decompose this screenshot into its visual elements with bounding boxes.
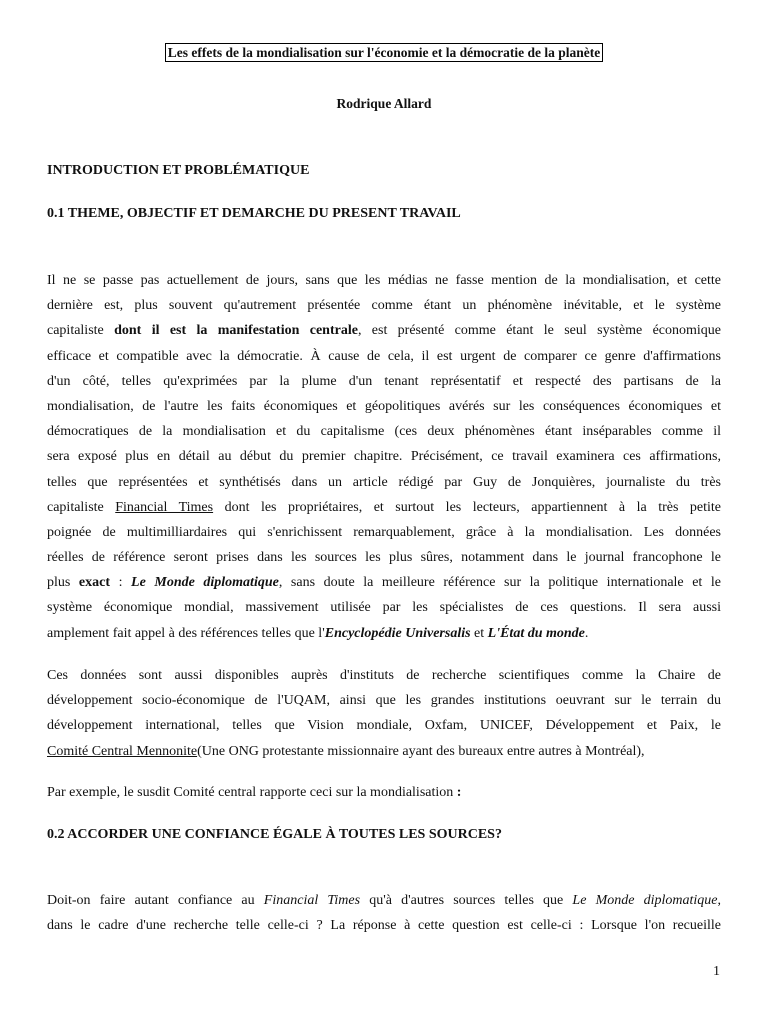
section-heading-0-2: 0.2 ACCORDER UNE CONFIANCE ÉGALE À TOUTES LES SOURCES? <box>47 827 502 842</box>
paragraph-line <box>47 739 721 764</box>
text-run: Doit-on faire autant confiance au <box>47 893 264 908</box>
text-run: amplement fait appel à des références telles que l' <box>47 625 325 641</box>
paragraph-line: mondialisation, de l'autre les faits économiques et géopolitiques avérés sur les conséquences économiques et <box>47 398 721 414</box>
paragraph-4 <box>47 888 721 938</box>
text-run: . <box>584 625 589 641</box>
paragraph-line: poignée de multimilliardaires qui s'enrichissent remarquablement, grâce à la mondialisation. Les données <box>47 524 721 540</box>
italic-text: Financial Times <box>263 893 361 908</box>
paragraph-line: dernière est, plus souvent qu'autrement présentée comme étant un phénomène inévitable, et le système <box>47 298 721 314</box>
author-name: Rodrique Allard <box>336 96 432 111</box>
text-run: capitaliste <box>47 323 115 339</box>
paragraph-line <box>47 621 721 646</box>
paragraph-line: telles que représentées et synthétisés dans un article rédigé par Guy de Jonquières, journaliste du très <box>47 474 721 490</box>
paragraph-line: efficace et compatible avec la démocratie. À cause de cela, il est urgent de comparer ce genre d'affirmations <box>47 348 721 364</box>
document-title <box>0 44 768 62</box>
paragraph-line: Ces données sont aussi disponibles auprès d'instituts de recherche scientifiques comme la Chaire de <box>47 668 721 683</box>
text-run: , sans doute la meilleure référence sur la politique internationale et le <box>278 575 721 591</box>
page-number: 1 <box>713 964 720 979</box>
bold-text: exact <box>78 575 110 591</box>
paragraph-line: développement socio-économique de l'UQAM, ainsi que les grandes institutions oeuvrant sur le terrain du <box>47 693 721 709</box>
paragraph-line: système économique mondial, massivement utilisée par les spécialistes de ces questions. Il sera aussi <box>47 600 721 616</box>
paragraph-line: développement international, telles que Vision mondiale, Oxfam, UNICEF, Développement et Paix, le <box>47 718 721 734</box>
text-run: Par exemple, le susdit Comité central rapporte ceci sur la mondialisation <box>47 785 457 800</box>
paragraph-line <box>47 318 721 343</box>
paragraph-line <box>47 495 721 520</box>
text-run: , <box>717 893 721 908</box>
text-run: capitaliste <box>47 499 116 515</box>
bold-text: : <box>456 785 462 800</box>
paragraph-line: dans le cadre d'une recherche telle celle-ci ? La réponse à cette question est celle-ci : Lorsque l'on recueille <box>47 918 721 934</box>
paragraph-line <box>47 888 721 913</box>
text-run: qu'à d'autres sources telles que <box>360 893 573 908</box>
paragraph-2 <box>47 663 721 764</box>
paragraph-line: démocratiques de la mondialisation et du capitalisme (ces deux phénomènes étant inséparables comme il <box>47 424 721 440</box>
text-run: plus <box>47 575 79 591</box>
paragraph-line <box>47 780 721 805</box>
bold-text: dont il est la manifestation centrale <box>114 323 358 339</box>
text-run: et <box>470 625 488 641</box>
italic-text: Le Monde diplomatique <box>572 893 718 908</box>
financial-times-link[interactable]: Financial Times <box>115 499 214 515</box>
paragraph-line: sera exposé plus en détail au début du premier chapitre. Précisément, ce travail examinera ces affirmations, <box>47 449 721 465</box>
bold-italic-text: Encyclopédie Universalis <box>324 625 471 641</box>
paragraph-line: Il ne se passe pas actuellement de jours, sans que les médias ne fasse mention de la mondialisation, et cette <box>47 273 721 288</box>
text-run: : <box>110 575 132 591</box>
paragraph-line: réelles de référence seront prises dans les sources les plus sûres, notamment dans le journal francophone le <box>47 550 721 566</box>
paragraph-line <box>47 570 721 595</box>
paragraph-3 <box>47 780 721 805</box>
text-run: , est présenté comme étant le seul système économique <box>357 323 721 339</box>
section-heading-0-1: 0.1 THEME, OBJECTIF ET DEMARCHE DU PRESENT TRAVAIL <box>47 206 461 221</box>
mennonite-committee-link[interactable]: Comité Central Mennonite <box>47 743 198 759</box>
text-run: dont les propriétaires, et surtout les lecteurs, appartiennent à la très petite <box>213 499 721 515</box>
bold-italic-text: L'État du monde <box>487 625 585 641</box>
bold-italic-text: Le Monde diplomatique <box>131 575 279 591</box>
section-heading-introduction: INTRODUCTION ET PROBLÉMATIQUE <box>47 163 310 178</box>
paragraph-1 <box>47 268 721 646</box>
paragraph-line: d'un côté, telles qu'exprimées par la plume d'un tenant représentatif et respecté des partisans de la <box>47 373 721 389</box>
document-title-text: Les effets de la mondialisation sur l'économie et la démocratie de la planète <box>165 43 603 62</box>
text-run: (Une ONG protestante missionnaire ayant des bureaux entre autres à Montréal), <box>197 743 645 759</box>
